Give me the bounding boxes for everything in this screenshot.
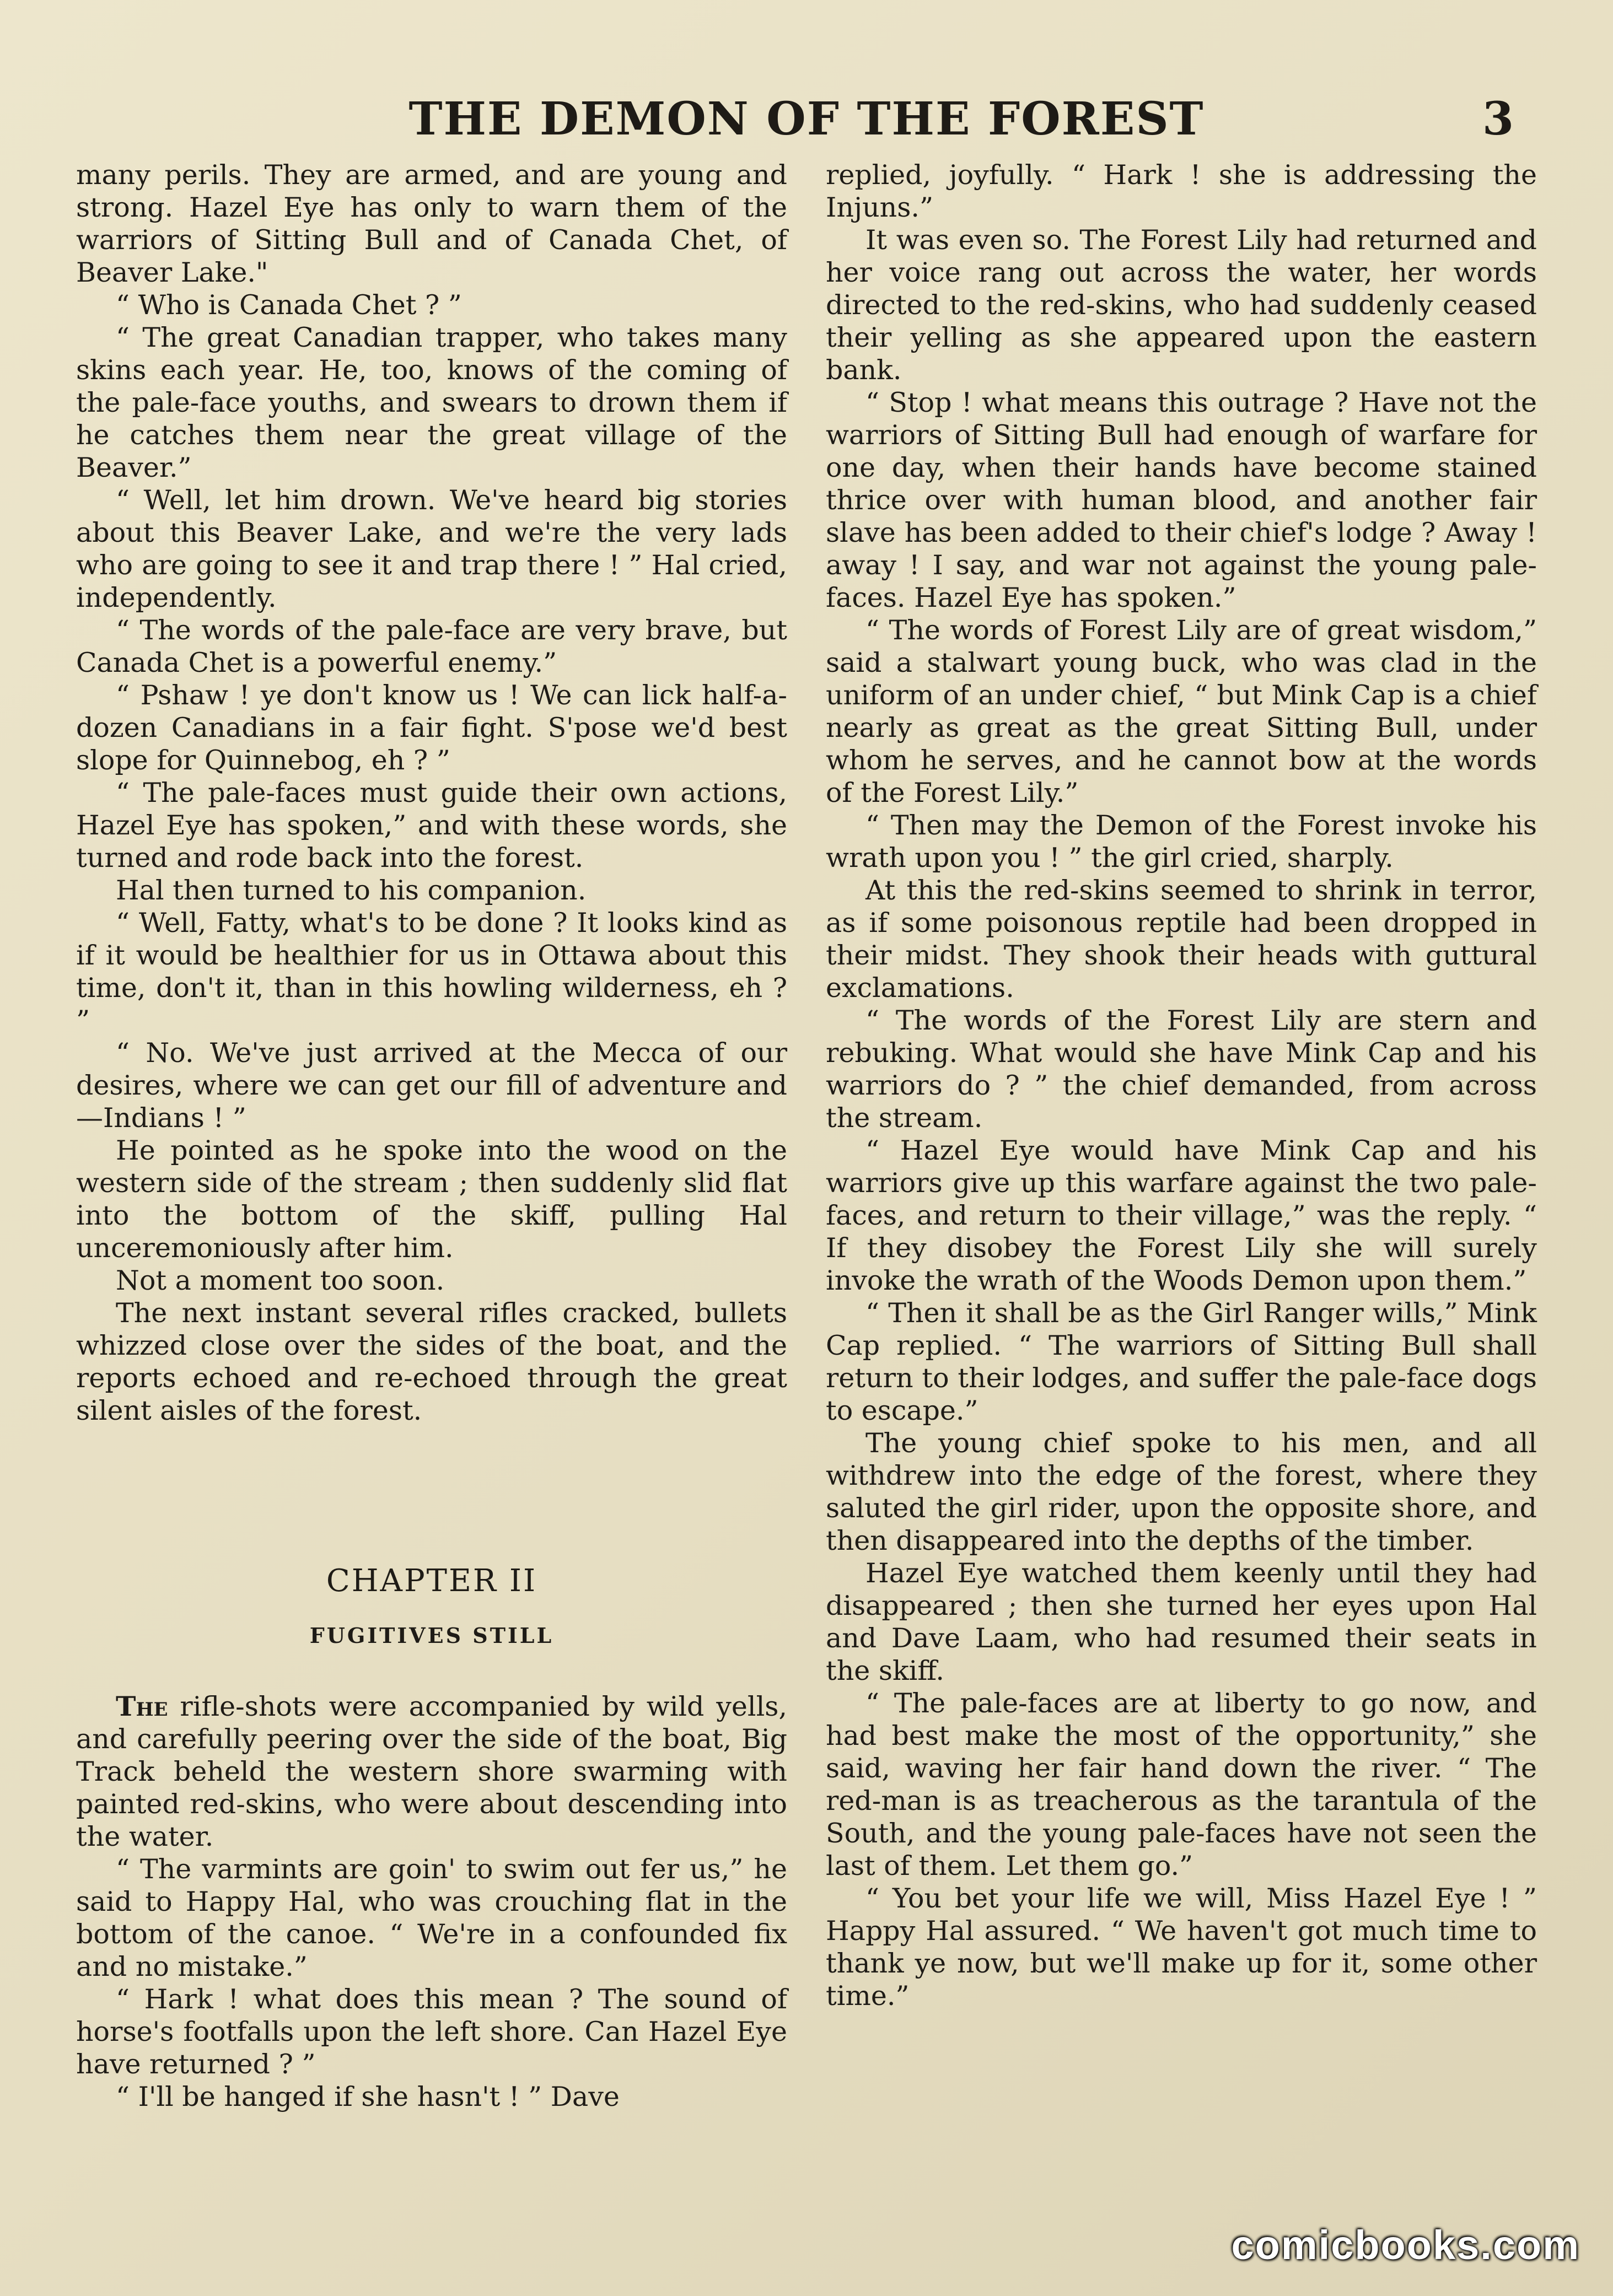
paragraph: At this the red-skins seemed to shrink in terror, as if some poisonous reptile had been dropped in their midst. They shook their heads with guttural exclamations.: [826, 875, 1537, 1004]
paragraph: “ Well, let him drown. We've heard big stories about this Beaver Lake, and we're the very lads who are going to see it and trap there ! ” Hal cried, independently.: [76, 484, 787, 613]
paragraph: Not a moment too soon.: [116, 1265, 445, 1296]
paragraph-text: rifle-shots were accompanied by wild yells, and carefully peering over the side of the boat, Big Track beheld the western shore swarming with painted red-skins, who were about descending into the water.: [76, 1691, 787, 1852]
paragraph: “ The varmints are goin' to swim out fer us,” he said to Happy Hal, who was crouching flat in the bottom of the canoe. “ We're in a confounded fix and no mistake.”: [76, 1853, 787, 1982]
paragraph: “ No. We've just arrived at the Mecca of our desires, where we can get our fill of adventure and—Indians ! ”: [76, 1037, 787, 1134]
paragraph: “ The pale-faces must guide their own actions, Hazel Eye has spoken,” and with these words, she turned and rode back into the forest.: [76, 777, 787, 874]
watermark: comicbooks.com: [1231, 2222, 1580, 2268]
paragraph: Hal then turned to his companion.: [116, 875, 587, 906]
paragraph: “ You bet your life we will, Miss Hazel Eye ! ” Happy Hal assured. “ We haven't got much time to thank ye now, but we'll make up for it, some other time.”: [826, 1883, 1537, 2012]
paragraph: The young chief spoke to his men, and all withdrew into the edge of the forest, where they saluted the girl rider, upon the opposite shore, and then disappeared into the depths of the timber.: [826, 1427, 1537, 1556]
chapter-spacer: [76, 1427, 787, 1565]
paragraph: “ Hazel Eye would have Mink Cap and his warriors give up this warfare against the two pale-faces, and return to their village,” was the reply. “ If they disobey the Forest Lily she will surely invoke the wrath of the Woods Demon upon them.”: [826, 1135, 1537, 1296]
paragraph: “ I'll be hanged if she hasn't ! ” Dave: [116, 2081, 620, 2112]
paragraph: “ The words of the pale-face are very brave, but Canada Chet is a powerful enemy.”: [76, 615, 787, 678]
paragraph: “ The great Canadian trapper, who takes many skins each year. He, too, knows of the coming of the pale-face youths, and swears to drown them if he catches them near the great village of the Beaver.”: [76, 322, 787, 483]
running-header: [0, 93, 1613, 153]
paragraph: “ The words of the Forest Lily are stern and rebuking. What would she have Mink Cap and his warriors do ? ” the chief demanded, from across the stream.: [826, 1005, 1537, 1134]
paragraph: “ The pale-faces are at liberty to go now, and had best make the most of the opportunity,” she said, waving her fair hand down the river. “ The red-man is as treacherous as the tarantula of the South, and the young pale-faces have not seen the last of them. Let them go.”: [826, 1688, 1537, 1882]
opening-word: The: [116, 1690, 168, 1722]
paragraph: The next instant several rifles cracked, bullets whizzed close over the sides of the boat, and the reports echoed and re-echoed through the great silent aisles of the forest.: [76, 1297, 787, 1426]
paragraph: “ Then it shall be as the Girl Ranger wills,” Mink Cap replied. “ The warriors of Sitting Bull shall return to their lodges, and suffer the pale-face dogs to escape.”: [826, 1297, 1537, 1426]
paragraph: “ Hark ! what does this mean ? The sound of horse's footfalls upon the left shore. Can Hazel Eye have returned ? ”: [76, 1984, 787, 2080]
paragraph: It was even so. The Forest Lily had returned and her voice rang out across the water, her words directed to the red-skins, who had suddenly ceased their yelling as she appeared upon the eastern bank.: [826, 224, 1537, 386]
chapter-subtitle: FUGITIVES STILL: [309, 1623, 554, 1648]
paragraph: He pointed as he spoke into the wood on the western side of the stream ; then suddenly slid flat into the bottom of the skiff, pulling Hal unceremoniously after him.: [76, 1135, 787, 1264]
paragraph: “ Then may the Demon of the Forest invoke his wrath upon you ! ” the girl cried, sharply.: [826, 810, 1537, 874]
paragraph: “ Stop ! what means this outrage ? Have not the warriors of Sitting Bull had enough of warfare for one day, when their hands have become stained thrice over with human blood, and another fair slave has been added to their chief's lodge ? Away ! away ! I say, and war not against the young pale-faces. Hazel Eye has spoken.”: [826, 387, 1537, 613]
chapter-title: CHAPTER II: [326, 1563, 537, 1599]
paragraph: replied, joyfully. “ Hark ! she is addressing the Injuns.”: [826, 159, 1537, 223]
paragraph: many perils. They are armed, and are young and strong. Hazel Eye has only to warn them of the warriors of Sitting Bull and of Canada Chet, of Beaver Lake.": [76, 159, 787, 288]
chapter-opening-paragraph: [76, 1690, 787, 1853]
paragraph: “ Well, Fatty, what's to be done ? It looks kind as if it would be healthier for us in Ottawa about this time, don't it, than in this howling wilderness, eh ? ”: [76, 907, 787, 1036]
left-column: [76, 159, 787, 2113]
right-column: [826, 159, 1537, 2012]
running-title: THE DEMON OF THE FOREST: [408, 93, 1205, 145]
paragraph: “ Pshaw ! ye don't know us ! We can lick half-a-dozen Canadians in a fair fight. S'pose we'd best slope for Quinnebog, eh ? ”: [76, 680, 787, 776]
paragraph: Hazel Eye watched them keenly until they had disappeared ; then she turned her eyes upon Hal and Dave Laam, who had resumed their seats in the skiff.: [826, 1557, 1537, 1686]
paragraph: “ The words of Forest Lily are of great wisdom,” said a stalwart young buck, who was clad in the uniform of an under chief, “ but Mink Cap is a chief nearly as great as the great Sitting Bull, under whom he serves, and he cannot bow at the words of the Forest Lily.”: [826, 615, 1537, 809]
page-number: 3: [1482, 93, 1514, 145]
paragraph: “ Who is Canada Chet ? ”: [116, 289, 462, 321]
